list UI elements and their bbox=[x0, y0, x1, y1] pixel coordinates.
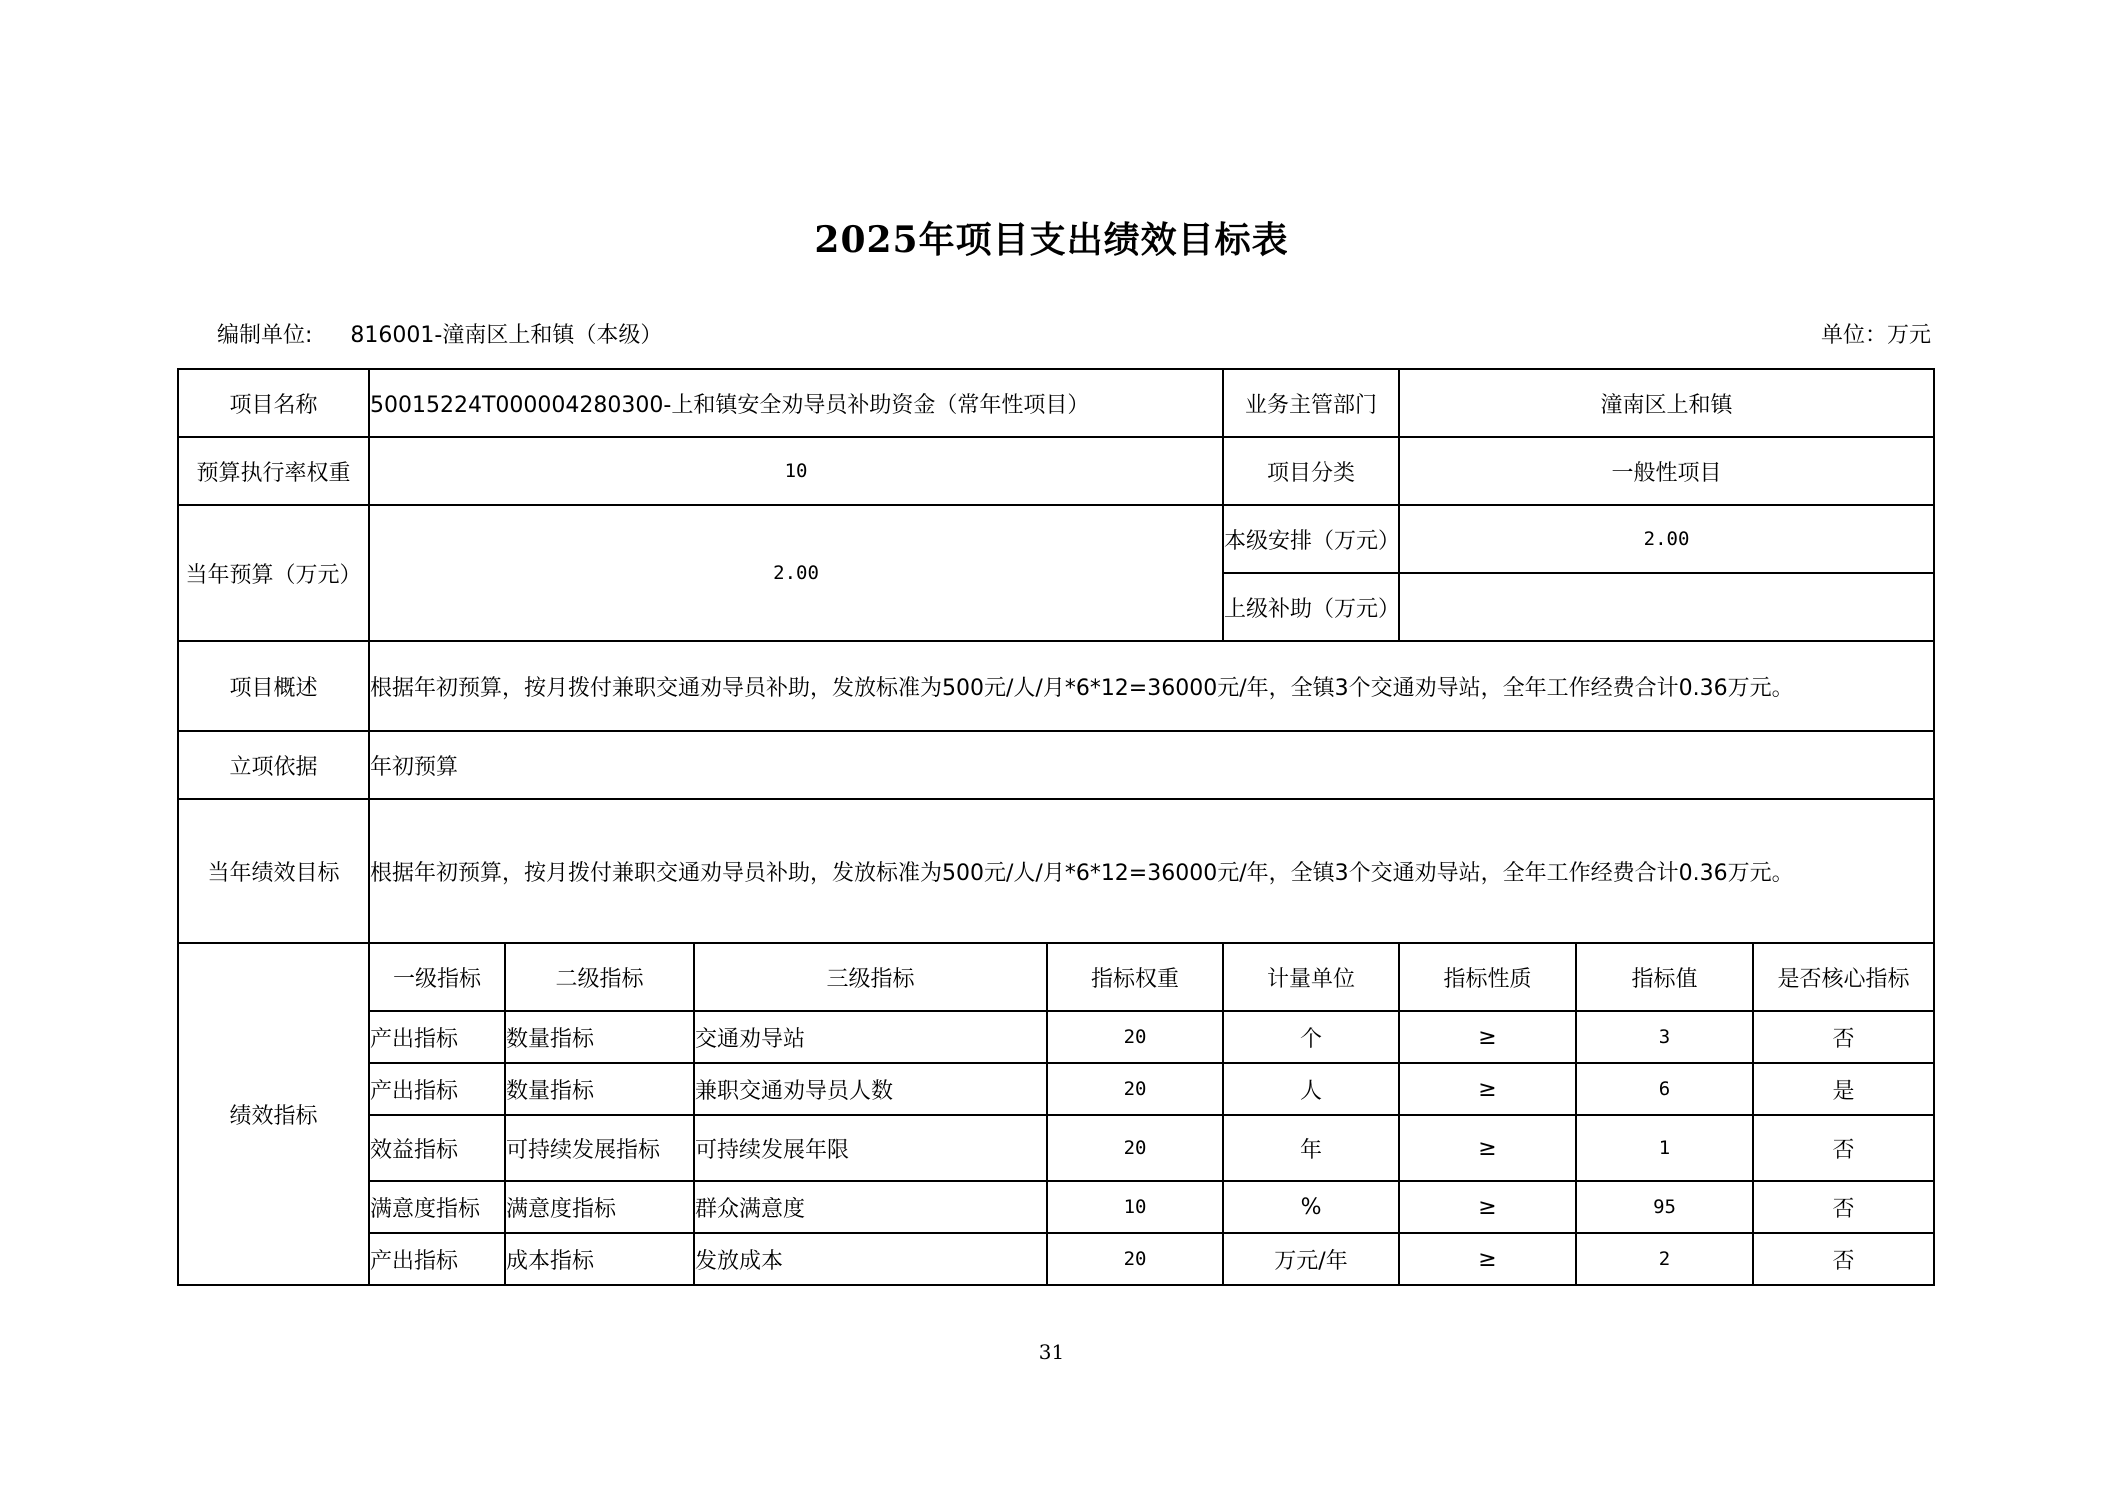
perf-value: 95 bbox=[1576, 1181, 1753, 1233]
perf-header-level3: 三级指标 bbox=[694, 943, 1047, 1011]
perf-weight: 10 bbox=[1047, 1181, 1223, 1233]
page-title: 2025年项目支出绩效目标表 bbox=[814, 219, 1289, 261]
perf-unit: 人 bbox=[1223, 1063, 1399, 1115]
compiling-unit-label: 编制单位: bbox=[217, 323, 313, 348]
perf-nature: ≥ bbox=[1399, 1181, 1576, 1233]
table-row bbox=[178, 1011, 1934, 1063]
perf-nature: ≥ bbox=[1399, 1063, 1576, 1115]
perf-header-weight: 指标权重 bbox=[1047, 943, 1223, 1011]
perf-level2: 成本指标 bbox=[505, 1233, 694, 1285]
goal-value: 根据年初预算，按月拨付兼职交通劝导员补助，发放标准为500元/人/月*6*12=36000元/年，全镇3个交通劝导站，全年工作经费合计0.36万元。 bbox=[369, 799, 1934, 943]
perf-level1: 满意度指标 bbox=[369, 1181, 505, 1233]
perf-header-unit: 计量单位 bbox=[1223, 943, 1399, 1011]
perf-weight: 20 bbox=[1047, 1011, 1223, 1063]
perf-header-nature: 指标性质 bbox=[1399, 943, 1576, 1011]
perf-header-value: 指标值 bbox=[1576, 943, 1753, 1011]
local-label: 本级安排（万元） bbox=[1223, 505, 1399, 573]
perf-level3: 可持续发展年限 bbox=[694, 1115, 1047, 1181]
perf-indicator-label: 绩效指标 bbox=[178, 943, 369, 1285]
table-row bbox=[178, 1181, 1934, 1233]
budget-label: 当年预算（万元） bbox=[178, 505, 369, 641]
perf-unit: 个 bbox=[1223, 1011, 1399, 1063]
overview-value: 根据年初预算，按月拨付兼职交通劝导员补助，发放标准为500元/人/月*6*12=36000元/年，全镇3个交通劝导站，全年工作经费合计0.36万元。 bbox=[369, 641, 1934, 731]
weight-value: 10 bbox=[369, 437, 1223, 505]
weight-label: 预算执行率权重 bbox=[178, 437, 369, 505]
compiling-unit-value: 816001-潼南区上和镇（本级） bbox=[350, 323, 663, 348]
currency-unit: 单位：万元 bbox=[1820, 323, 1931, 348]
page-number: 31 bbox=[1038, 1340, 1065, 1364]
budget-value: 2.00 bbox=[369, 505, 1223, 641]
perf-level1: 效益指标 bbox=[369, 1115, 505, 1181]
perf-weight: 20 bbox=[1047, 1115, 1223, 1181]
dept-value: 潼南区上和镇 bbox=[1399, 369, 1934, 437]
perf-value: 6 bbox=[1576, 1063, 1753, 1115]
perf-value: 1 bbox=[1576, 1115, 1753, 1181]
perf-header-level1: 一级指标 bbox=[369, 943, 505, 1011]
perf-value: 3 bbox=[1576, 1011, 1753, 1063]
perf-nature: ≥ bbox=[1399, 1011, 1576, 1063]
perf-level2: 满意度指标 bbox=[505, 1181, 694, 1233]
perf-level3: 群众满意度 bbox=[694, 1181, 1047, 1233]
upper-label: 上级补助（万元） bbox=[1223, 573, 1399, 641]
overview-label: 项目概述 bbox=[178, 641, 369, 731]
dept-label: 业务主管部门 bbox=[1223, 369, 1399, 437]
perf-level3: 发放成本 bbox=[694, 1233, 1047, 1285]
perf-value: 2 bbox=[1576, 1233, 1753, 1285]
perf-level3: 兼职交通劝导员人数 bbox=[694, 1063, 1047, 1115]
perf-header-core: 是否核心指标 bbox=[1753, 943, 1934, 1011]
basis-value: 年初预算 bbox=[369, 731, 1934, 799]
perf-unit: 年 bbox=[1223, 1115, 1399, 1181]
local-value: 2.00 bbox=[1399, 505, 1934, 573]
upper-value bbox=[1399, 573, 1934, 641]
table-row bbox=[178, 1233, 1934, 1285]
perf-level2: 数量指标 bbox=[505, 1011, 694, 1063]
perf-level2: 数量指标 bbox=[505, 1063, 694, 1115]
project-name-label: 项目名称 bbox=[178, 369, 369, 437]
perf-weight: 20 bbox=[1047, 1233, 1223, 1285]
perf-core: 是 bbox=[1753, 1063, 1934, 1115]
goal-label: 当年绩效目标 bbox=[178, 799, 369, 943]
perf-weight: 20 bbox=[1047, 1063, 1223, 1115]
perf-level1: 产出指标 bbox=[369, 1011, 505, 1063]
compiling-unit bbox=[217, 318, 662, 349]
project-name-value: 50015224T000004280300-上和镇安全劝导员补助资金（常年性项目） bbox=[369, 369, 1223, 437]
perf-nature: ≥ bbox=[1399, 1233, 1576, 1285]
category-value: 一般性项目 bbox=[1399, 437, 1934, 505]
perf-core: 否 bbox=[1753, 1181, 1934, 1233]
perf-level2: 可持续发展指标 bbox=[505, 1115, 694, 1181]
perf-level1: 产出指标 bbox=[369, 1233, 505, 1285]
perf-unit: % bbox=[1223, 1181, 1399, 1233]
table-row bbox=[178, 1115, 1934, 1181]
perf-header-level2: 二级指标 bbox=[505, 943, 694, 1011]
basis-label: 立项依据 bbox=[178, 731, 369, 799]
table-row bbox=[178, 1063, 1934, 1115]
perf-level3: 交通劝导站 bbox=[694, 1011, 1047, 1063]
performance-target-table bbox=[177, 368, 1935, 1286]
category-label: 项目分类 bbox=[1223, 437, 1399, 505]
perf-core: 否 bbox=[1753, 1011, 1934, 1063]
perf-core: 否 bbox=[1753, 1233, 1934, 1285]
perf-level1: 产出指标 bbox=[369, 1063, 505, 1115]
perf-core: 否 bbox=[1753, 1115, 1934, 1181]
perf-unit: 万元/年 bbox=[1223, 1233, 1399, 1285]
perf-nature: ≥ bbox=[1399, 1115, 1576, 1181]
